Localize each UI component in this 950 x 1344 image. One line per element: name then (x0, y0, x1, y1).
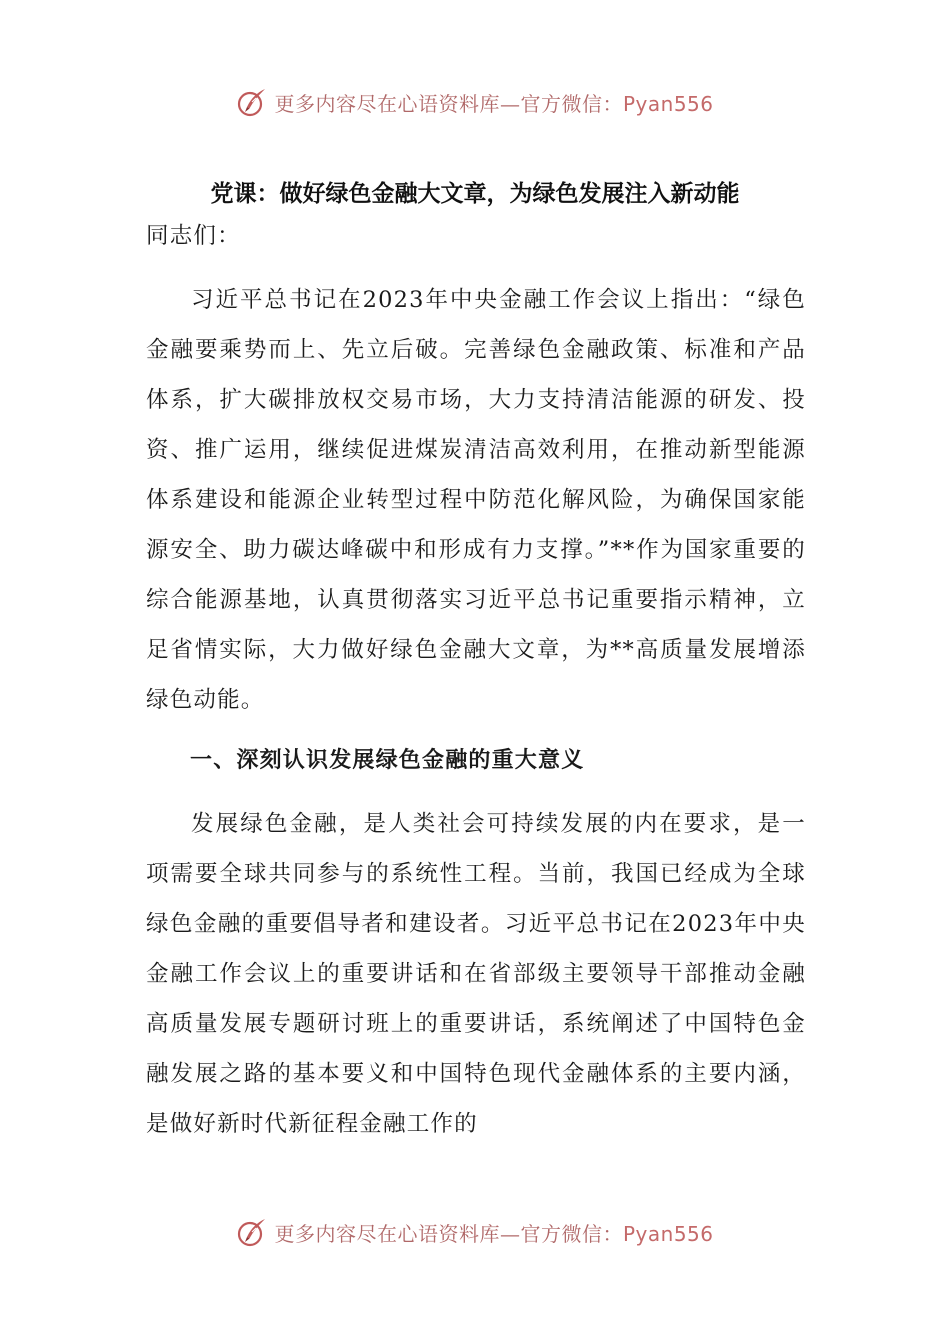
document-body (146, 211, 806, 1149)
document-title: 党课：做好绿色金融大文章，为绿色发展注入新动能 (210, 181, 740, 207)
watermark-text: 更多内容尽在心语资料库—官方微信：Pyan556 (274, 91, 714, 116)
paragraph-1: 习近平总书记在2023年中央金融工作会议上指出：“绿色金融要乘势而上、先立后破。完善绿色金融政策、标准和产品体系，扩大碳排放权交易市场，大力支持清洁能源的研发、投资、推广运用，继续促进煤炭清洁高效利用，在推动新型能源体系建设和能源企业转型过程中防范化解风险，为确保国家能源安全、助力碳达峰碳中和形成有力支撑。”**作为国家重要的综合能源基地，认真贯彻落实习近平总书记重要指示精神，立足省情实际，大力做好绿色金融大文章，为**高质量发展增添绿色动能。 (146, 287, 806, 713)
watermark-wechat-id: Pyan556 (622, 1221, 714, 1246)
header-watermark (0, 82, 950, 122)
salutation: 同志们： (146, 223, 241, 249)
section-1-heading: 一、深刻认识发展绿色金融的重大意义 (190, 748, 585, 773)
paragraph-2: 发展绿色金融，是人类社会可持续发展的内在要求，是一项需要全球共同参与的系统性工程。当前，我国已经成为全球绿色金融的重要倡导者和建设者。习近平总书记在2023年中央金融工作会议上的重要讲话和在省部级主要领导干部推动金融高质量发展专题研讨班上的重要讲话，系统阐述了中国特色金融发展之路的基本要义和中国特色现代金融体系的主要内涵，是做好新时代新征程金融工作的 (146, 811, 806, 1137)
quill-pen-logo-icon (236, 1216, 268, 1248)
watermark-text: 更多内容尽在心语资料库—官方微信：Pyan556 (274, 1221, 714, 1246)
footer-watermark (0, 1212, 950, 1252)
quill-pen-logo-icon (236, 86, 268, 118)
watermark-wechat-id: Pyan556 (622, 91, 714, 116)
